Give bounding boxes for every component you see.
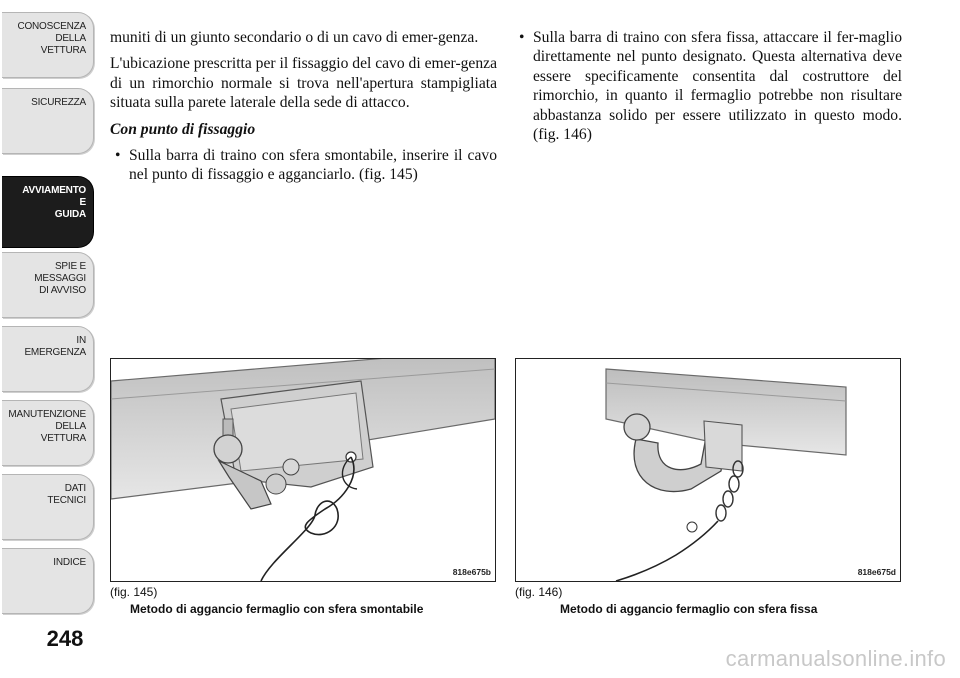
figure-caption: Metodo di aggancio fermaglio con sfera smontabile	[130, 602, 424, 616]
tab-dati-tecnici[interactable]: DATI TECNICI	[2, 474, 94, 540]
bullet-text: Sulla barra di traino con sfera smontabile, inserire il cavo nel punto di fissaggio e agganciarlo. (fig. 145)	[129, 147, 497, 184]
bullet-dot: •	[519, 29, 525, 46]
tow-hitch-detachable-ball-illustration	[111, 359, 495, 581]
tow-hitch-fixed-ball-illustration	[516, 359, 900, 581]
tab-spie-e-messaggi-di-avviso[interactable]: SPIE E MESSAGGI DI AVVISO	[2, 252, 94, 318]
figure-reference: (fig. 146)	[515, 585, 563, 599]
tab-indice[interactable]: INDICE	[2, 548, 94, 614]
tab-in-emergenza[interactable]: IN EMERGENZA	[2, 326, 94, 392]
tab-conoscenza-della-vettura[interactable]: CONOSCENZA DELLA VETTURA	[2, 12, 94, 78]
bullet-item	[110, 146, 497, 185]
figure-code: 818e675b	[452, 567, 491, 577]
figure-145	[110, 358, 496, 582]
tab-manutenzione-della-vettura[interactable]: MANUTENZIONE DELLA VETTURA	[2, 400, 94, 466]
paragraph: muniti di un giunto secondario o di un cavo di emer-genza.	[110, 29, 479, 46]
figure-reference: (fig. 145)	[110, 585, 158, 599]
figure-caption: Metodo di aggancio fermaglio con sfera fissa	[560, 602, 818, 616]
section-subheading: Con punto di fissaggio	[110, 120, 256, 138]
page-number: 248	[46, 626, 84, 651]
bullet-text: Sulla barra di traino con sfera fissa, attaccare il fer-maglio direttamente nel punto designato. Questa alternativa deve essere specificamente consentita dal costruttore del rimorchio, in quanto il fermaglio potrebbe non risultare abbastanza solido per essere utilizzato in questo modo. (fig. 146)	[533, 29, 902, 144]
chapter-tabs	[0, 0, 100, 640]
paragraph: L'ubicazione prescritta per il fissaggio del cavo di emer-genza di un rimorchio normale si trova nell'apertura stampigliata situata sulla parete laterale della sede di attacco.	[110, 55, 497, 112]
right-text-column	[514, 28, 902, 151]
tab-sicurezza[interactable]: SICUREZZA	[2, 88, 94, 154]
tab-avviamento-e-guida[interactable]: AVVIAMENTO E GUIDA	[2, 176, 94, 248]
figure-146	[515, 358, 901, 582]
watermark: carmanualsonline.info	[725, 646, 946, 671]
left-text-column	[110, 28, 497, 192]
bullet-item	[514, 28, 902, 144]
bullet-dot: •	[115, 147, 121, 165]
figure-code: 818e675d	[857, 567, 896, 577]
